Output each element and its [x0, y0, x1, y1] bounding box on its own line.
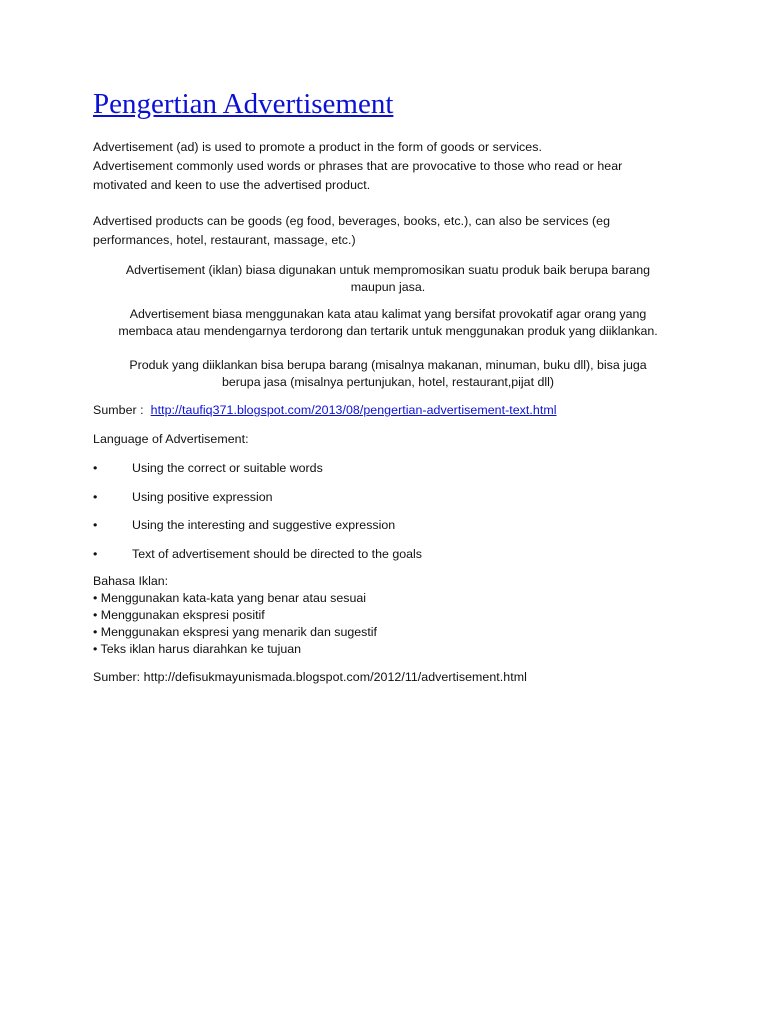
bullet-icon: •	[93, 546, 98, 561]
page-title[interactable]: Pengertian Advertisement	[93, 88, 394, 120]
bahasa-item-4: • Teks iklan harus diarahkan ke tujuan	[93, 642, 301, 656]
bullet-icon: •	[93, 489, 98, 504]
language-heading: Language of Advertisement:	[93, 432, 249, 446]
source-2: Sumber: http://defisukmayunismada.blogspot.com/2012/11/advertisement.html	[93, 670, 527, 684]
products-line-2: performances, hotel, restaurant, massage, etc.)	[93, 233, 356, 247]
bullet-icon: •	[93, 518, 98, 532]
source-1-link[interactable]: http://taufiq371.blogspot.com/2013/08/pengertian-advertisement-text.html	[150, 403, 557, 417]
list-item-text: Text of advertisement should be directed to the goals	[132, 546, 422, 561]
bahasa-item-1: • Menggunakan kata-kata yang benar atau sesuai	[93, 591, 366, 605]
bahasa-item-3: • Menggunakan ekspresi yang menarik dan sugestif	[93, 625, 377, 639]
document-page	[93, 86, 683, 687]
list-item	[93, 459, 683, 478]
indo-paragraph-2-line-1: Advertisement biasa menggunakan kata atau kalimat yang bersifat provokatif agar orang yang	[129, 307, 647, 321]
source-1	[93, 401, 683, 420]
intro-line-1: Advertisement (ad) is used to promote a product in the form of goods or services.	[93, 140, 542, 154]
list-item-text: Using the interesting and suggestive expression	[132, 518, 396, 532]
intro-line-2: Advertisement commonly used words or phrases that are provocative to those who read or hear	[93, 159, 623, 173]
list-item-text: Using positive expression	[132, 489, 273, 504]
bahasa-heading: Bahasa Iklan:	[93, 574, 169, 588]
bullet-icon: •	[93, 461, 98, 475]
bahasa-item-2: • Menggunakan ekspresi positif	[93, 608, 265, 622]
indo-paragraph-1-line-1: Advertisement (iklan) biasa digunakan untuk mempromosikan suatu produk baik berupa barang	[125, 263, 651, 277]
products-line-1: Advertised products can be goods (eg food, beverages, books, etc.), can also be services (eg	[93, 214, 611, 228]
list-item	[93, 516, 683, 535]
indo-paragraph-3-line-1: Produk yang diiklankan bisa berupa barang (misalnya makanan, minuman, buku dll), bisa juga	[129, 358, 647, 372]
list-item	[93, 488, 683, 507]
list-item-text: Using the correct or suitable words	[132, 461, 323, 475]
source-1-label: Sumber :	[93, 403, 144, 417]
indo-paragraph-1-line-2: maupun jasa.	[350, 280, 426, 294]
intro-line-3: motivated and keen to use the advertised product.	[93, 178, 371, 192]
indo-paragraph-3-line-2: berupa jasa (misalnya pertunjukan, hotel, restaurant,pijat dll)	[222, 375, 554, 389]
list-item	[93, 545, 683, 564]
indo-paragraph-2-line-2: membaca atau mendengarnya terdorong dan tertarik untuk menggunakan produk yang diiklankan.	[118, 324, 658, 338]
